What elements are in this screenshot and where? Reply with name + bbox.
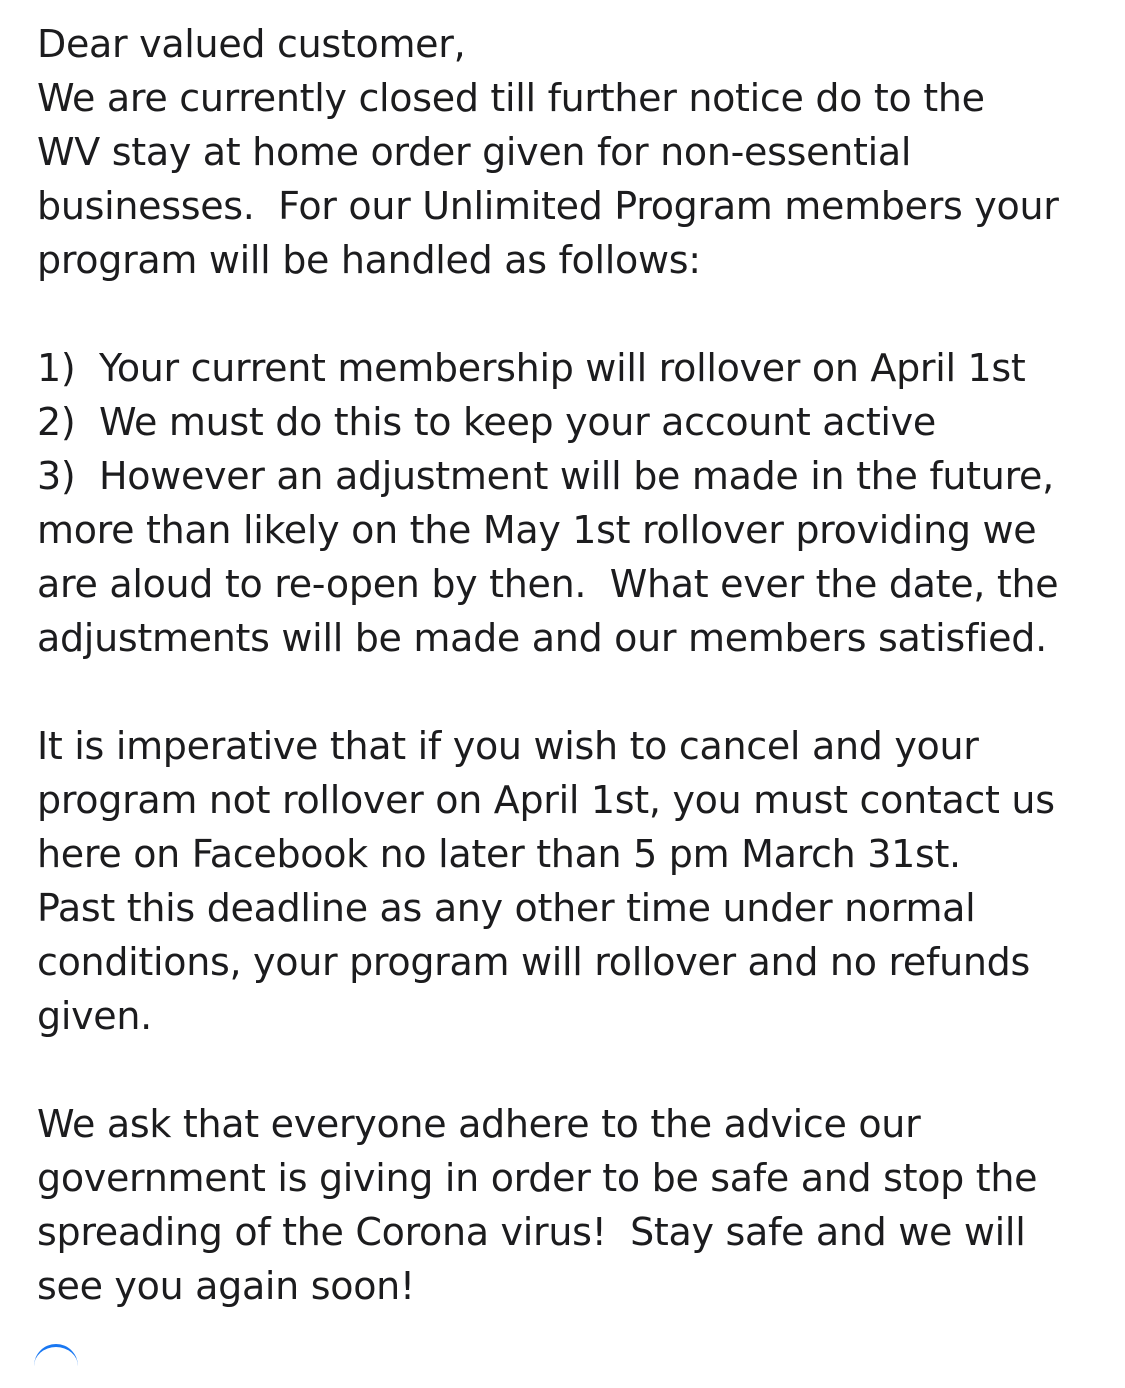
text-line: here on Facebook no later than 5 pm March 31st. — [37, 832, 961, 876]
paragraph-closing — [37, 1097, 1107, 1313]
text-line: government is giving in order to be safe and stop the — [37, 1156, 1038, 1200]
spacer — [37, 287, 1107, 341]
list-item: 2) We must do this to keep your account active — [37, 400, 936, 444]
text-line: spreading of the Corona virus! Stay safe and we will — [37, 1210, 1026, 1254]
text-line: We ask that everyone adhere to the advice our — [37, 1102, 921, 1146]
paragraph-cancellation — [37, 719, 1107, 1043]
list-item: 1) Your current membership will rollover on April 1st — [37, 346, 1026, 390]
text-line: WV stay at home order given for non-essential — [37, 130, 912, 174]
list-item-continuation: are aloud to re-open by then. What ever the date, the — [37, 562, 1059, 606]
paragraph-closure-notice — [37, 71, 1107, 287]
text-line: Past this deadline as any other time under normal — [37, 886, 976, 930]
greeting-text: Dear valued customer, — [37, 22, 466, 66]
list-item-continuation: adjustments will be made and our members satisfied. — [37, 616, 1047, 660]
text-line: It is imperative that if you wish to cancel and your — [37, 724, 979, 768]
list-item: 3) However an adjustment will be made in the future, — [37, 454, 1054, 498]
list-item-continuation: more than likely on the May 1st rollover providing we — [37, 508, 1037, 552]
text-line: program will be handled as follows: — [37, 238, 701, 282]
spacer — [37, 665, 1107, 719]
post-body — [37, 17, 1107, 1313]
text-line: We are currently closed till further notice do to the — [37, 76, 985, 120]
text-line: given. — [37, 994, 152, 1038]
spacer — [37, 1043, 1107, 1097]
text-line: conditions, your program will rollover and no refunds — [37, 940, 1030, 984]
text-line: businesses. For our Unlimited Program members your — [37, 184, 1059, 228]
text-line: program not rollover on April 1st, you must contact us — [37, 778, 1055, 822]
numbered-list — [37, 341, 1107, 665]
text-line: see you again soon! — [37, 1264, 415, 1308]
